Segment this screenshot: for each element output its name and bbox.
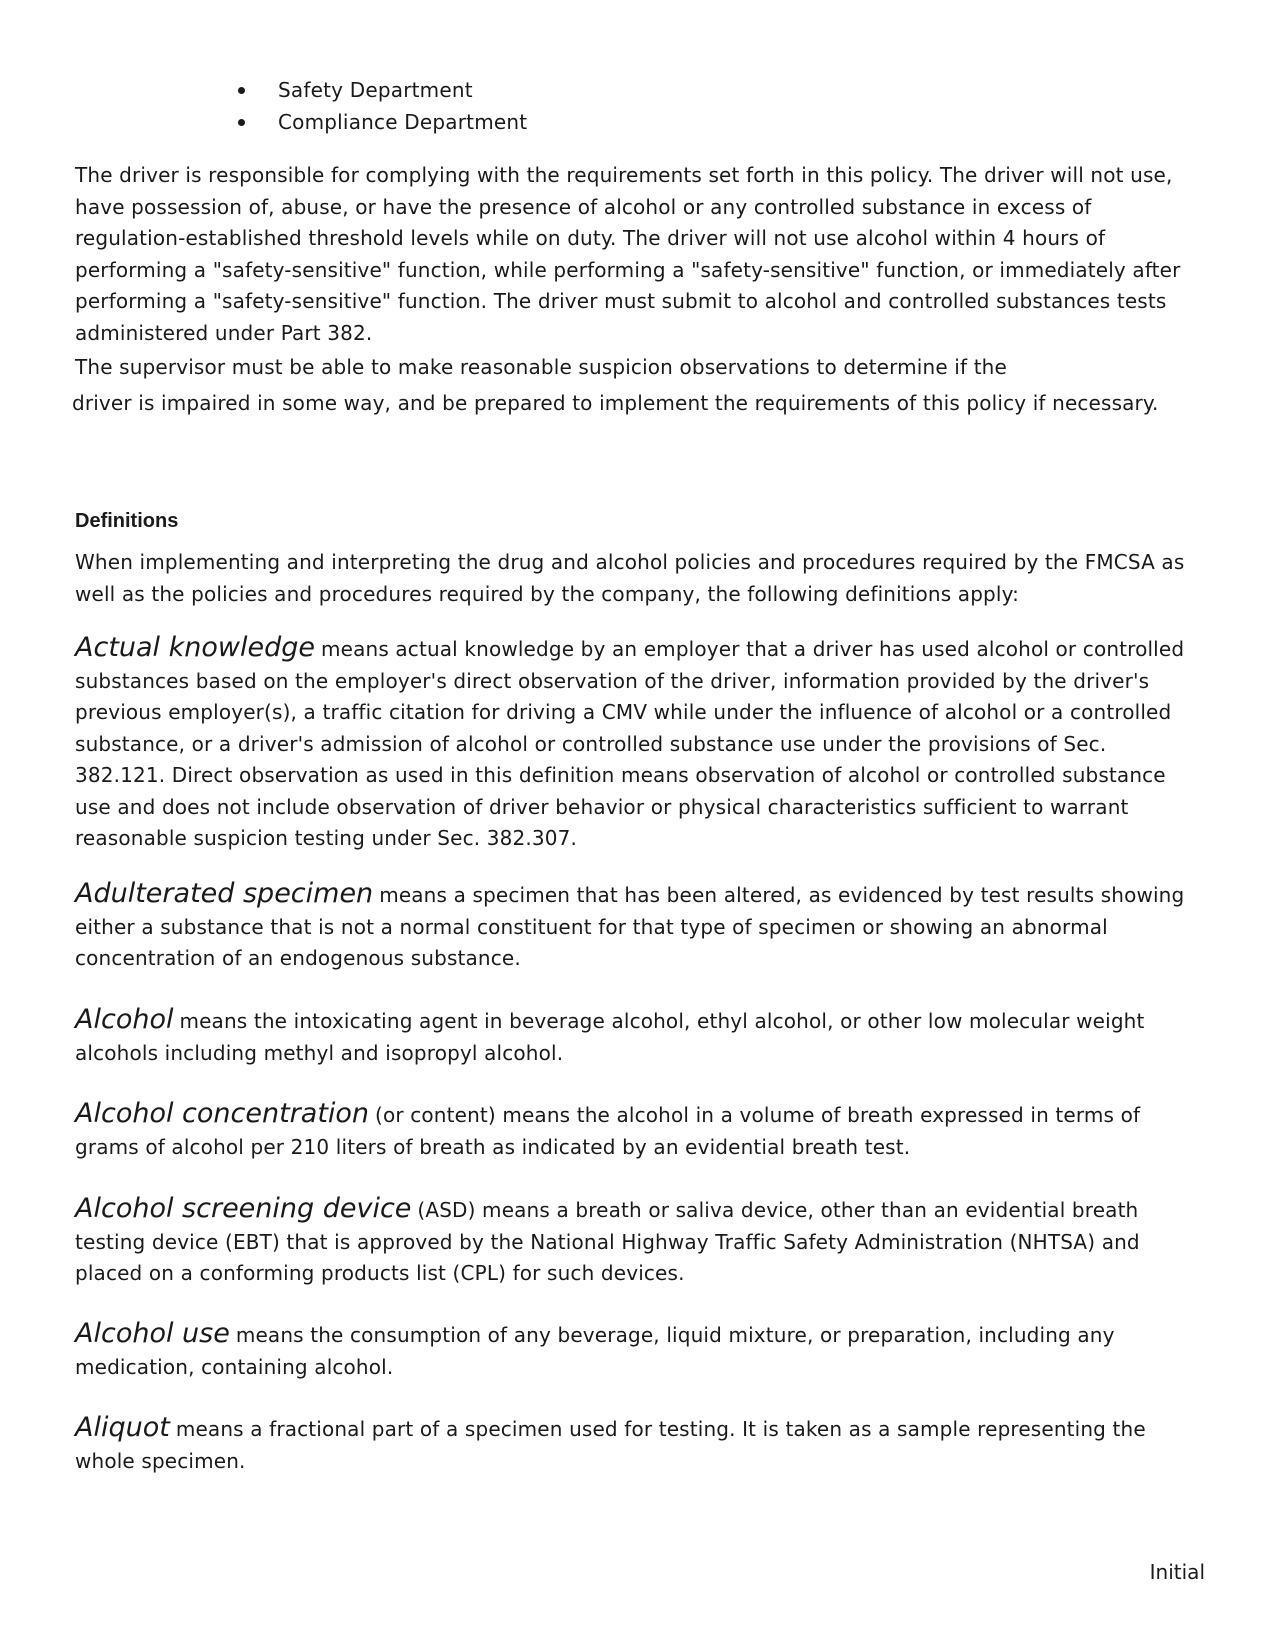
- definition-adulterated-specimen: [75, 878, 1200, 975]
- definition-term: Alcohol concentration: [75, 1098, 370, 1129]
- definition-alcohol-screening-device: [75, 1193, 1200, 1290]
- definitions-intro: When implementing and interpreting the drug and alcohol policies and procedures required by the FMCSA as well as the policies and procedures required by the company, the following definitions apply:: [75, 550, 1185, 606]
- definition-text: means actual knowledge by an employer that a driver has used alcohol or controlled substances based on the employer's direct observation of the driver, information provided by the driver's previous employer(s), a traffic citation for driving a CMV while under the influence of alcohol or a controlled substance, or a driver's admission of alcohol or controlled substance use under the provisions of Sec. 382.121. Direct observation as used in this definition means observation of alcohol or controlled substance use and does not include observation of driver behavior or physical characteristics sufficient to warrant reasonable suspicion testing under Sec. 382.307.: [75, 637, 1185, 850]
- definition-actual-knowledge: [75, 632, 1200, 855]
- department-list: [238, 74, 527, 138]
- definition-alcohol-concentration: [75, 1098, 1200, 1163]
- definition-text: means the consumption of any beverage, liquid mixture, or preparation, including any medication, containing alcohol.: [75, 1323, 1115, 1379]
- definition-text: means a specimen that has been altered, as evidenced by test results showing either a substance that is not a normal constituent for that type of specimen or showing an abnormal concentration of an endogenous substance.: [75, 883, 1185, 970]
- supervisor-line-2: driver is impaired in some way, and be prepared to implement the requirements of this policy if necessary.: [72, 391, 1159, 415]
- definition-term: Adulterated specimen: [75, 878, 374, 909]
- list-item: Compliance Department: [238, 106, 527, 138]
- definition-text: (ASD) means a breath or saliva device, other than an evidential breath testing device (EBT) that is approved by the National Highway Traffic Safety Administration (NHTSA) and placed on a conforming products list (CPL) for such devices.: [75, 1198, 1140, 1285]
- definition-term: Actual knowledge: [75, 632, 315, 663]
- definition-alcohol-use: [75, 1318, 1200, 1383]
- definitions-heading: Definitions: [75, 510, 179, 532]
- definition-text: (or content) means the alcohol in a volume of breath expressed in terms of grams of alcohol per 210 liters of breath as indicated by an evidential breath test.: [75, 1103, 1141, 1159]
- definition-text: means a fractional part of a specimen used for testing. It is taken as a sample representing the whole specimen.: [75, 1417, 1146, 1473]
- driver-paragraph: The driver is responsible for complying with the requirements set forth in this policy. The driver will not use, have possession of, abuse, or have the presence of alcohol or any controlled substance in excess of regulation-established threshold levels while on duty. The driver will not use alcohol within 4 hours of performing a "safety-sensitive" function, while performing a "safety-sensitive" function, or immediately after performing a "safety-sensitive" function. The driver must submit to alcohol and controlled substances tests administered under Part 382.: [75, 163, 1181, 345]
- definition-alcohol: [75, 1004, 1200, 1069]
- definition-term: Alcohol use: [75, 1318, 230, 1349]
- list-item: Safety Department: [238, 74, 527, 106]
- definition-term: Alcohol screening device: [75, 1193, 412, 1224]
- definition-aliquot: [75, 1412, 1200, 1477]
- supervisor-line-1: The supervisor must be able to make reasonable suspicion observations to determine if the: [75, 355, 1007, 379]
- definition-text: means the intoxicating agent in beverage alcohol, ethyl alcohol, or other low molecular weight alcohols including methyl and isopropyl alcohol.: [75, 1009, 1145, 1065]
- initial-label: Initial: [1149, 1560, 1205, 1584]
- definition-term: Aliquot: [75, 1412, 170, 1443]
- definition-term: Alcohol: [75, 1004, 174, 1035]
